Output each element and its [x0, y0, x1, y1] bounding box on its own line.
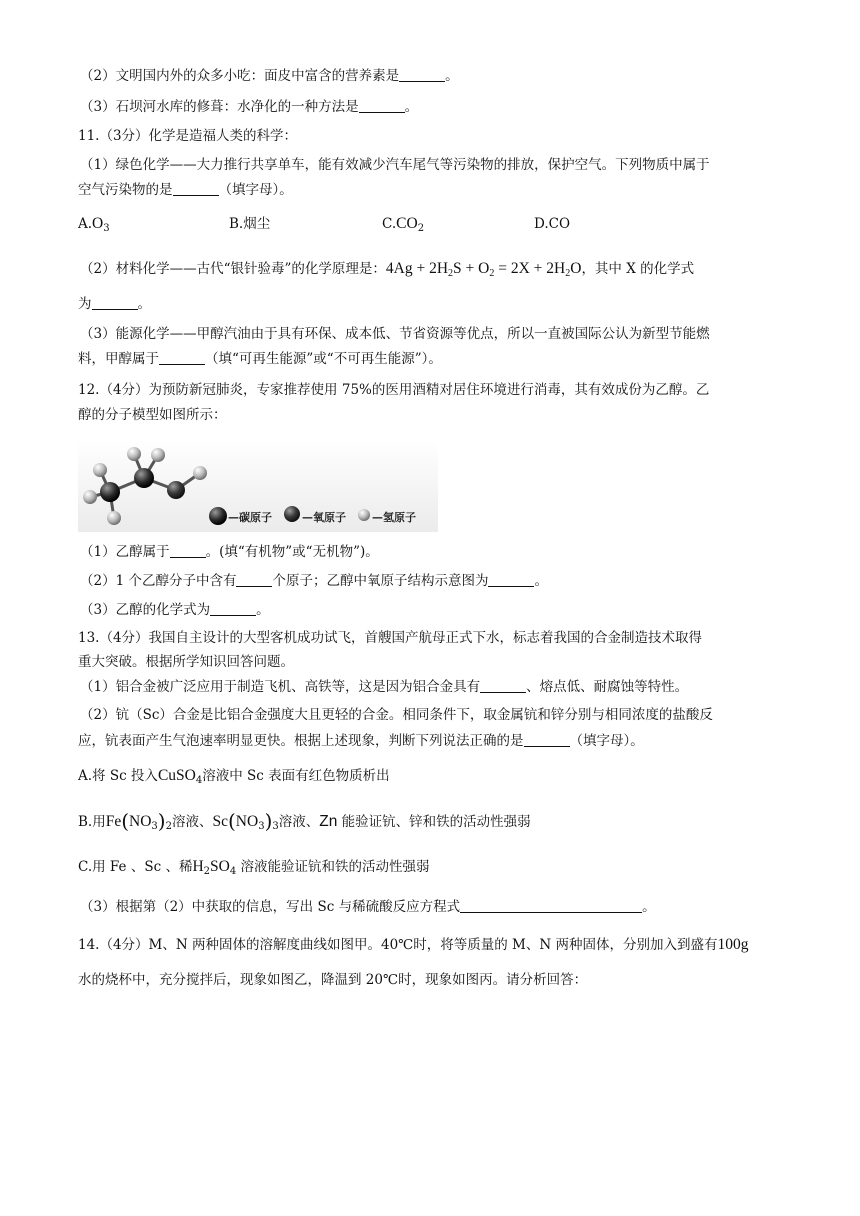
answer-blank[interactable]	[236, 572, 272, 587]
q10-2-line: （2）文明国内外的众多小吃：面皮中富含的营养素是 。	[80, 68, 459, 84]
answer-blank[interactable]	[92, 295, 138, 310]
option-d: D.CO	[534, 216, 571, 232]
answer-blank[interactable]	[488, 572, 534, 587]
q11-1-text-cont: 空气污染物的是 （填字母）。	[78, 182, 293, 198]
q12-text-cont: 醇的分子模型如图所示：	[78, 407, 227, 423]
option-a: $A.O_3$	[78, 215, 110, 234]
option-c: $C.CO_2$	[382, 215, 425, 234]
q13-2-line-cont: 应，钪表面产生气泡速率明显更快。根据上述现象，判断下列说法正确的是 （填字母）。	[78, 733, 644, 749]
q12-3-line: （3）乙醇的化学式为 。	[80, 602, 270, 618]
q13-option-c: C.用 Fe 、Sc 、稀$H_2SO_4$ 溶液能验证钪和铁的活动性强弱	[78, 858, 430, 877]
answer-blank[interactable]	[359, 98, 405, 113]
answer-blank[interactable]	[524, 732, 570, 747]
answer-blank[interactable]	[173, 181, 219, 196]
q12-text: 12.（4分）为预防新冠肺炎，专家推荐使用 75%的医用酒精对居住环境进行消毒，其有效成份为乙醇。乙	[78, 382, 710, 398]
ethanol-molecule-model	[78, 440, 438, 532]
option-b: B.烟尘	[229, 216, 271, 232]
q12-1-line: （1）乙醇属于 。(填“有机物”或“无机物”)。	[80, 544, 379, 560]
q11-2-text-cont: 为 。	[78, 296, 151, 312]
q13-text: 13.（4分）我国自主设计的大型客机成功试飞，首艘国产航母正式下水，标志着我国的合金制造技术取得	[78, 630, 703, 646]
legend-oxygen-label: —氧原子	[302, 511, 346, 524]
legend-oxygen-icon	[284, 506, 300, 522]
answer-blank[interactable]	[460, 898, 642, 913]
legend-carbon-icon	[209, 507, 227, 525]
q13-2-line: （2）钪（Sc）合金是比铝合金强度大且更轻的合金。相同条件下，取金属钪和锌分别与相同浓度的盐酸反	[80, 707, 713, 723]
q11-1-text: （1）绿色化学——大力推行共享单车，能有效减少汽车尾气等污染物的排放，保护空气。下列物质中属于	[80, 157, 710, 173]
q13-1-line: （1）铝合金被广泛应用于制造飞机、高铁等，这是因为铝合金具有 、熔点低、耐腐蚀等特性。	[80, 679, 689, 695]
legend-hydrogen-icon	[358, 509, 370, 521]
q14-text: 14.（4分）M、N 两种固体的溶解度曲线如图甲。40℃时，将等质量的 M、N 两种固体，分别加入到盛有100g	[78, 936, 749, 953]
oxygen-atom	[167, 481, 185, 499]
q10-3-line: （3）石坝河水库的修葺：水净化的一种方法是 。	[80, 99, 419, 115]
legend-carbon-label: —碳原子	[228, 511, 272, 524]
q11-3-text: （3）能源化学——甲醇汽油由于具有环保、成本低、节省资源等优点，所以一直被国际公认为新型节能燃	[80, 326, 710, 342]
answer-blank[interactable]	[399, 67, 445, 82]
q13-text-cont: 重大突破。根据所学知识回答问题。	[78, 654, 294, 670]
q14-text-cont: 水的烧杯中，充分搅拌后，现象如图乙，降温到 20℃时，现象如图丙。请分析回答：	[78, 972, 588, 988]
q11-3-text-cont: 料，甲醇属于 （填“可再生能源”或“不可再生能源”）。	[78, 351, 442, 367]
answer-blank[interactable]	[170, 543, 206, 558]
answer-blank[interactable]	[480, 678, 526, 693]
q13-3-line: （3）根据第（2）中获取的信息，写出 Sc 与稀硫酸反应方程式 。	[80, 899, 656, 915]
answer-blank[interactable]	[159, 350, 205, 365]
answer-blank[interactable]	[210, 601, 256, 616]
q13-option-b: B.用$Fe(NO_3)_2$溶液、$Sc(NO_3)_3$溶液、Zn 能验证钪、锌和铁的活动性强弱	[78, 809, 531, 833]
q11-title: 11.（3分）化学是造福人类的科学：	[78, 128, 298, 144]
q13-option-a: A.将 Sc 投入CuSO$_4$溶液中 Sc 表面有红色物质析出	[78, 767, 390, 786]
q11-2-text: （2）材料化学——古代“银针验毒”的化学原理是：$4Ag + 2H_2S + O_2 = 2X + 2H_2O$，其中 X 的化学式	[80, 260, 695, 279]
legend-hydrogen-label: —氢原子	[372, 511, 416, 524]
silver-test-equation: $4Ag + 2H_2S + O_2 = 2X + 2H_2O$	[385, 260, 582, 279]
q12-2-line: （2）1 个乙醇分子中含有 个原子；乙醇中氧原子结构示意图为 。	[80, 573, 548, 589]
